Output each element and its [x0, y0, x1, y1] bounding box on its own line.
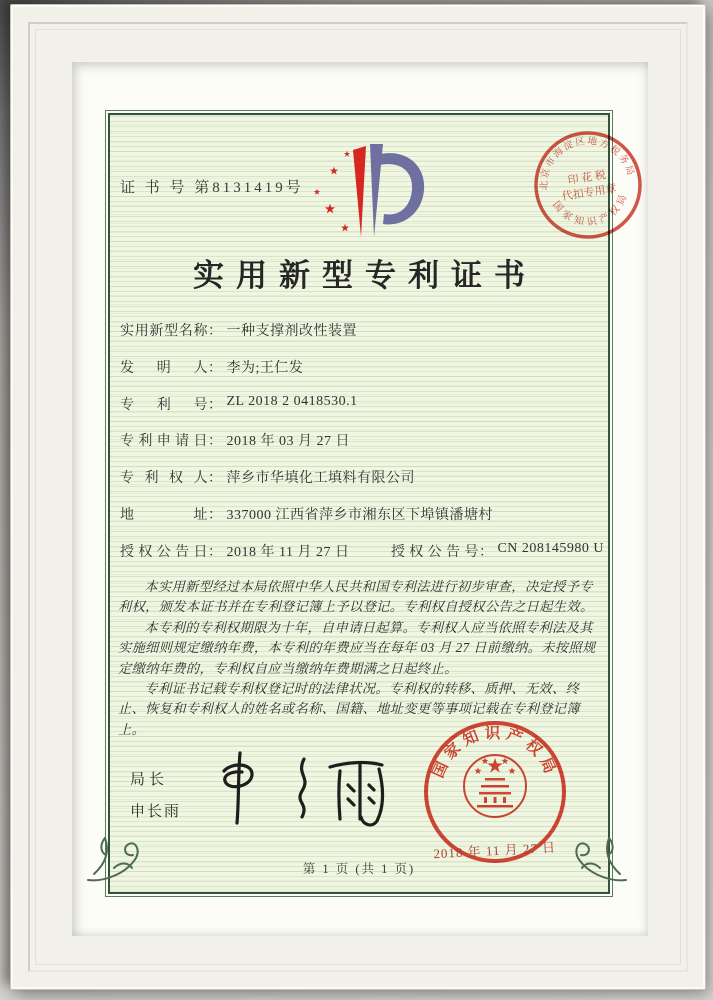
certificate-number: 证 书 号 第8131419号 [120, 180, 304, 196]
page-footer: 第 1 页 (共 1 页) [302, 862, 416, 876]
signer-block [130, 768, 181, 821]
field-row-grant [120, 541, 604, 578]
field-value: 337000 江西省萍乡市湘东区下埠镇潘塘村 [226, 507, 493, 523]
certificate-title: 实用新型专利证书 [193, 258, 537, 293]
corner-flourish-left-icon [84, 828, 142, 886]
tax-stamp-arc-bottom: 国家知识产权局 [550, 189, 631, 229]
field-label: 专利申请日 [120, 434, 208, 450]
field-value: 一种支撑剂改性装置 [226, 324, 357, 339]
grant-no-value: CN 208145980 U [497, 540, 604, 556]
director-name: 申长雨 [130, 804, 182, 820]
label-colon: ： [208, 397, 223, 413]
field-label: 专利权人 [120, 471, 208, 487]
field-value: ZL 2018 2 0418530.1 [226, 393, 358, 409]
paragraph-1: 本实用新型经过本局依照中华人民共和国专利法进行初步审查，决定授予专利权，颁发本证书并在专利登记簿上予以登记。专利权自授权公告之日起生效。 [118, 579, 594, 615]
national-emblem-icon [464, 755, 526, 817]
field-value: 萍乡市华填化工填料有限公司 [226, 471, 415, 487]
label-colon: ： [208, 434, 223, 450]
office-stamp-date: 2018 年 11 月 27 日 [433, 839, 557, 862]
logo-stars-icon [314, 151, 350, 232]
label-colon: ： [208, 471, 223, 487]
field-row-patent-no [120, 394, 604, 431]
corner-flourish-right-icon [572, 828, 630, 886]
office-stamp-arc: 国家知识产权局 [429, 725, 561, 781]
field-row-patentee [120, 467, 604, 504]
field-label: 实用新型名称 [120, 324, 208, 339]
label-colon: ： [208, 507, 223, 523]
label-colon: ： [208, 544, 223, 560]
field-label: 专利号 [120, 397, 208, 413]
field-row-address [120, 504, 604, 541]
director-signature-icon [212, 745, 402, 830]
field-row-filing-date [120, 430, 604, 467]
tax-stamp-arc-top: 北京市海淀区地方税务局 [539, 136, 636, 191]
tax-stamp-line2: 代扣专用章 [561, 182, 618, 204]
paragraph-2: 本专利的专利权期限为十年，自申请日起算。专利权人应当依照专利法及其实施细则规定缴纳年费，本专利的年费应当在每年 03 月 27 日前缴纳。未按照规定缴纳年费的，专利权自应当缴纳年费期满之日起终止。 [118, 619, 596, 676]
field-value: 2018 年 11 月 27 日 [226, 544, 350, 560]
svg-text:国家知识产权局 [428, 724, 561, 781]
field-label: 发明人 [120, 360, 208, 376]
field-row-inventor [120, 357, 604, 394]
tax-stamp-icon [522, 119, 655, 252]
label-colon: ： [208, 324, 223, 339]
grant-no-label: 授权公告号 [390, 544, 479, 560]
director-title: 局长 [130, 772, 169, 788]
logo-p-icon [353, 144, 424, 237]
field-label: 地址 [120, 507, 208, 523]
sipo-logo-icon [303, 140, 438, 248]
label-colon: ： [208, 360, 223, 376]
field-label: 授权公告日 [120, 544, 208, 560]
office-stamp-icon [413, 714, 577, 872]
field-value: 李为;王仁发 [226, 360, 304, 376]
field-list [120, 320, 604, 578]
field-value: 2018 年 03 月 27 日 [226, 434, 350, 450]
tax-stamp-line1: 印 花 税 [566, 169, 607, 188]
paragraph-3: 专利证书记载专利权登记时的法律状况。专利权的转移、质押、无效、终止、恢复和专利权人的姓名或名称、国籍、地址变更等事项记载在专利登记簿上。 [118, 681, 580, 737]
field-row-name [120, 320, 604, 357]
label-colon: ： [478, 544, 494, 560]
